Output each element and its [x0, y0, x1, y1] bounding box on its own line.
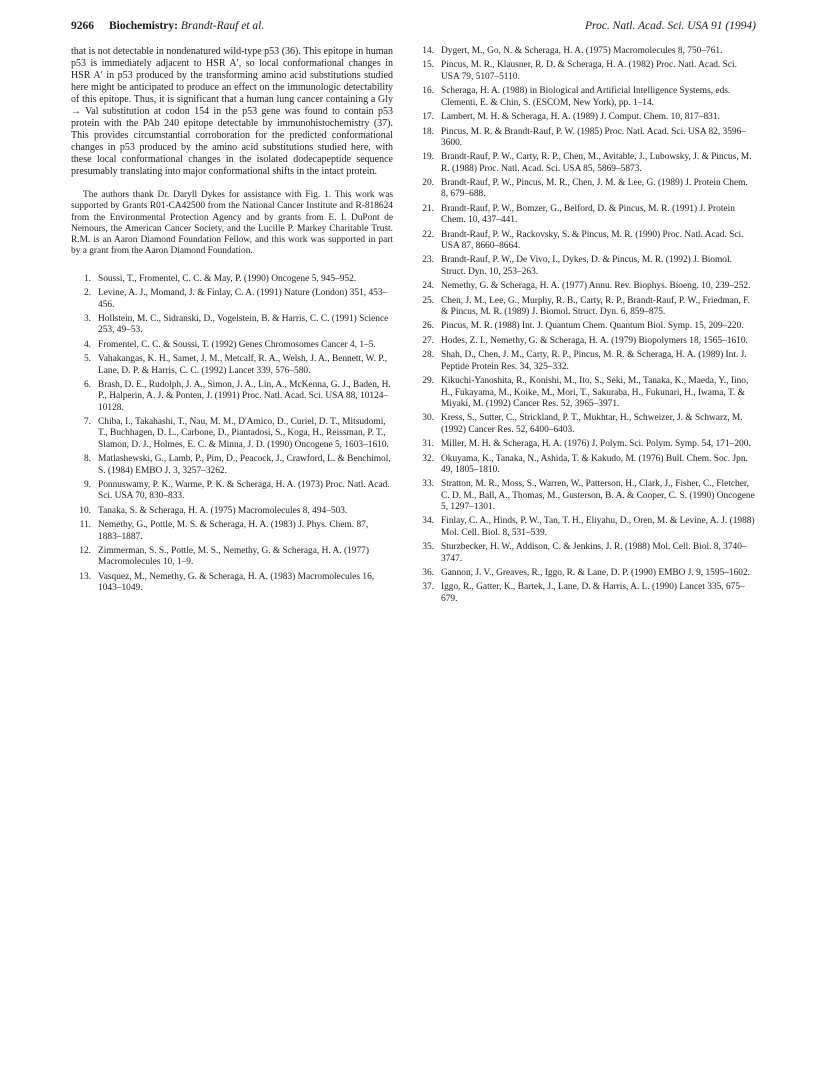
reference-text: Brandt-Rauf, P. W., Pincus, M. R., Chen, J. M. & Lee, G. (1989) J. Protein Chem. 8, 679–688.	[441, 178, 748, 200]
reference-number: 13.	[79, 571, 91, 582]
reference-number: 8.	[83, 454, 91, 465]
reference-number: 37.	[422, 582, 434, 593]
reference-item	[414, 376, 756, 410]
page-header	[71, 20, 756, 38]
reference-text: Miller, M. H. & Scheraga, H. A. (1976) J. Polym. Sci. Polym. Symp. 54, 171–200.	[441, 439, 751, 450]
reference-number: 5.	[83, 354, 91, 365]
reference-text: Okuyama, K., Tanaka, N., Ashida, T. & Kakudo, M. (1976) Bull. Chem. Soc. Jpn. 49, 1805–1810.	[441, 453, 748, 475]
reference-number: 27.	[422, 335, 434, 346]
reference-number: 4.	[83, 339, 91, 350]
reference-item	[414, 321, 756, 332]
reference-number: 17.	[422, 112, 434, 123]
reference-text: Pincus, M. R. & Brandt-Rauf, P. W. (1985) Proc. Natl. Acad. Sci. USA 82, 3596–3600.	[441, 126, 746, 148]
reference-item	[414, 281, 756, 292]
reference-number: 9.	[83, 480, 91, 491]
reference-text: Gannon, J. V., Greaves, R., Iggo, R. & Lane, D. P. (1990) EMBO J. 9, 1595–1602.	[441, 568, 751, 578]
reference-number: 18.	[422, 126, 434, 137]
reference-number: 30.	[422, 413, 434, 424]
reference-text: Lambert, M. H. & Scheraga, H. A. (1989) J. Comput. Chem. 10, 817–831.	[441, 112, 720, 123]
reference-item	[414, 178, 756, 201]
reference-text: Dygert, M., Go, N. & Scheraga, H. A. (1975) Macromolecules 8, 750–761.	[441, 46, 723, 56]
reference-item	[414, 230, 756, 253]
reference-item	[414, 516, 756, 539]
reference-text: Brash, D. E., Rudolph, J. A., Simon, J. A., Lin, A., McKenna, G. J., Baden, H. P., Halperin, A. J. & Ponten, J. (1991) Proc. Natl. Acad. Sci. USA 88, 10124–10128.	[98, 380, 391, 413]
reference-number: 24.	[422, 281, 434, 292]
reference-text: Brandt-Rauf, P. W., Bomzer, G., Belford, D. & Pincus, M. R. (1991) J. Protein Chem. 10, 437–441.	[441, 203, 735, 226]
reference-item	[414, 479, 756, 513]
reference-item	[414, 568, 756, 579]
reference-number: 23.	[422, 255, 434, 266]
reference-number: 11.	[79, 520, 91, 531]
reference-number: 36.	[422, 568, 434, 578]
reference-text: Nemethy, G. & Scheraga, H. A. (1977) Annu. Rev. Biophys. Bioeng. 10, 239–252.	[441, 281, 751, 292]
running-authors: Brandt-Rauf et al.	[180, 20, 265, 32]
reference-item	[71, 454, 393, 477]
reference-number: 32.	[422, 453, 434, 464]
reference-number: 14.	[422, 46, 434, 56]
reference-text: Iggo, R., Gatter, K., Bartek, J., Lane, D. & Harris, A. L. (1990) Lancet 335, 675–679.	[441, 582, 745, 604]
reference-item	[71, 417, 393, 451]
reference-text: Brandt-Rauf, P. W., De Vivo, I., Dykes, D. & Pincus, M. R. (1992) J. Biomol. Struct. Dyn. 10, 253–263.	[441, 255, 732, 277]
reference-item	[414, 336, 756, 347]
reference-number: 29.	[422, 376, 434, 387]
reference-text: Ponnuswamy, P. K., Warme, P. K. & Scheraga, H. A. (1973) Proc. Natl. Acad. Sci. USA 70, 830–833.	[98, 480, 390, 502]
reference-number: 33.	[422, 479, 434, 490]
reference-item	[414, 204, 756, 227]
reference-item	[414, 127, 756, 150]
reference-number: 21.	[422, 203, 434, 214]
reference-item	[71, 354, 393, 377]
reference-text: Hodes, Z. I., Nemethy, G. & Scheraga, H. A. (1979) Biopolymers 18, 1565–1610.	[441, 335, 748, 346]
reference-item	[414, 582, 756, 605]
left-column	[71, 46, 393, 598]
reference-text: Fromentel, C. C. & Soussi, T. (1992) Genes Chromosomes Cancer 4, 1–5.	[98, 339, 376, 350]
reference-item	[414, 439, 756, 450]
reference-text: Pincus, M. R., Klausner, R. D. & Scheraga, H. A. (1982) Proc. Natl. Acad. Sci. USA 79, 5107–5110.	[441, 60, 737, 82]
reference-number: 6.	[83, 380, 91, 391]
reference-item	[71, 314, 393, 337]
reference-text: Finlay, C. A., Hinds, P. W., Tan, T. H., Eliyahu, D., Oren, M. & Levine, A. J. (1988) Mol. Cell. Biol. 8, 531–539.	[441, 516, 755, 538]
reference-item	[71, 380, 393, 414]
reference-item	[414, 413, 756, 436]
reference-list-right	[414, 46, 756, 605]
reference-number: 1.	[83, 273, 91, 284]
journal-citation: Proc. Natl. Acad. Sci. USA 91 (1994)	[585, 20, 756, 32]
reference-text: Tanaka, S. & Scheraga, H. A. (1975) Macromolecules 8, 494–503.	[98, 505, 348, 516]
reference-item	[71, 546, 393, 569]
reference-text: Brandt-Rauf, P. W., Carty, R. P., Chen, M., Avitable, J., Lubowsky, J. & Pincus, M. R. (1988) Proc. Natl. Acad. Sci. USA 85, 5869–5873.	[441, 152, 752, 174]
reference-text: Vahakangas, K. H., Samet, J. M., Metcalf, R. A., Welsh, J. A., Bennett, W. P., Lane, D. P. & Harris, C. C. (1992) Lancet 339, 576–580.	[98, 354, 388, 376]
reference-number: 10.	[79, 505, 91, 516]
reference-number: 25.	[422, 295, 434, 306]
reference-text: Kress, S., Sutter, C., Strickland, P. T., Mukhtar, H., Schweizer, J. & Schwarz, M. (1992) Cancer Res. 52, 6400–6403.	[441, 413, 743, 435]
reference-text: Hollstein, M. C., Sidranski, D., Vogelstein, B. & Harris, C. C. (1991) Science 253, 49–53.	[98, 314, 389, 336]
reference-item	[414, 152, 756, 175]
reference-item	[414, 255, 756, 278]
reference-text: Shah, D., Chen, J. M., Carty, R. P., Pincus, M. R. & Scheraga, H. A. (1989) Int. J. Peptide Protein Res. 34, 325–332.	[441, 350, 747, 372]
reference-text: Vasquez, M., Nemethy, G. & Scheraga, H. A. (1983) Macromolecules 16, 1043–1049.	[98, 571, 375, 594]
reference-text: Pincus, M. R. (1988) Int. J. Quantum Chem. Quantum Biol. Symp. 15, 209–220.	[441, 321, 744, 332]
reference-number: 12.	[79, 546, 91, 557]
right-column	[414, 46, 756, 608]
reference-item	[71, 572, 393, 595]
running-title	[109, 20, 264, 32]
reference-number: 15.	[422, 60, 434, 71]
reference-text: Sturzbecker, H. W., Addison, C. & Jenkins, J. R. (1988) Mol. Cell. Biol. 8, 3740–3747.	[441, 542, 747, 564]
reference-item	[414, 296, 756, 319]
reference-text: Nemethy, G., Pottle, M. S. & Scheraga, H. A. (1983) J. Phys. Chem. 87, 1883–1887.	[98, 520, 369, 542]
reference-item	[71, 288, 393, 311]
reference-text: Brandt-Rauf, P. W., Rackovsky, S. & Pincus, M. R. (1990) Proc. Natl. Acad. Sci. USA 87, 8660–8664.	[441, 229, 744, 251]
reference-item	[71, 274, 393, 285]
reference-number: 26.	[422, 321, 434, 332]
reference-number: 7.	[83, 417, 91, 428]
reference-number: 20.	[422, 178, 434, 189]
reference-number: 35.	[422, 542, 434, 553]
reference-item	[414, 86, 756, 109]
reference-number: 31.	[422, 439, 434, 450]
reference-text: Stratton, M. R., Moss, S., Warren, W., Patterson, H., Clark, J., Fisher, C., Fletcher, C. D. M., Ball, A., Thomas, M., Gusterson, B. A. & Cooper, C. S. (1990) Oncogene 5, 1297–1301.	[441, 479, 755, 512]
reference-text: Chiba, I., Takahashi, T., Nau, M. M., D'Amico, D., Curiel, D. T., Mitsudomi, T., Buchhagen, D. L., Carbone, D., Piantadosi, S., Koga, H., Reissman, P. T., Slamon, D. J., Holmes, E. C. & Minna, J. D. (1990) Oncogene 5, 1603–1610.	[98, 417, 389, 450]
reference-number: 2.	[83, 288, 91, 299]
reference-item	[414, 542, 756, 565]
reference-text: Scheraga, H. A. (1988) in Biological and Artificial Intelligence Systems, eds. Clementi, E. & Chin, S. (ESCOM, New York), pp. 1–14.	[441, 86, 731, 108]
reference-number: 28.	[422, 350, 434, 361]
reference-item	[414, 350, 756, 373]
reference-text: Levine, A. J., Momand, J. & Finlay, C. A. (1991) Nature (London) 351, 453–456.	[98, 288, 388, 310]
acknowledgment: The authors thank Dr. Daryll Dykes for assistance with Fig. 1. This work was supported by Grants R01-CA42500 from the National Cancer Institute and R-818624 from the Environmental Protection Agency and by grants from E. I. DuPont de Nemours, the American Cancer Society, and the Lucille P. Markey Charitable Trust. R.M. is an Aaron Diamond Foundation Fellow, and this work was supported in part by a grant from the Aaron Diamond Foundation.	[71, 190, 393, 257]
reference-number: 34.	[422, 516, 434, 527]
reference-item	[414, 454, 756, 477]
reference-number: 3.	[83, 314, 91, 325]
reference-number: 22.	[422, 229, 434, 240]
reference-item	[71, 340, 393, 351]
reference-text: Kikuchi-Yanoshita, R., Konishi, M., Ito, S., Seki, M., Tanaka, K., Maeda, Y., Iino, H., Fukayama, M., Koike, M., Mori, T., Sakuraba, H., Fukunari, H., Iwama, T. & Miyaki, M. (1992) Cancer Res. 52, 3965–3971.	[441, 376, 749, 409]
page-number: 9266	[71, 20, 94, 32]
reference-item	[71, 480, 393, 503]
reference-text: Chen, J. M., Lee, G., Murphy, R. B., Carty, R. P., Brandt-Rauf, P. W., Friedman, F. & Pincus, M. R. (1989) J. Biomol. Struct. Dyn. 6, 859–875.	[441, 295, 750, 317]
reference-text: Zimmerman, S. S., Pottle, M. S., Nemethy, G. & Scheraga, H. A. (1977) Macromolecules 10, 1–9.	[98, 546, 369, 568]
reference-list-left	[71, 274, 393, 595]
journal-section: Biochemistry:	[109, 20, 178, 32]
body-paragraph: that is not detectable in nondenatured wild-type p53 (36). This epitope in human p53 is immediately adjacent to HSR A′, so local conformational changes in HSR A′ in p53 produced by the transforming amino acid substitutions studied here might be anticipated to produce an effect on the immunologic detectability of this epitope. Thus, it is significant that a human lung cancer containing a Gly → Val substitution at codon 154 in the p53 gene was found to contain p53 protein with the PAb 240 epitope detectable by immunohistochemistry (37). This provides circumstantial corroboration for the predicted conformational changes in p53 produced by the amino acid substitutions studied here, with these local conformational changes in the isolated dodecapeptide sequence presumably translating into major conformational shifts in the intact protein.	[71, 46, 393, 177]
reference-item	[71, 520, 393, 543]
reference-text: Matlashewski, G., Lamb, P., Pim, D., Peacock, J., Crawford, L. & Benchimol, S. (1984) EMBO J. 3, 3257–3262.	[98, 454, 391, 476]
reference-text: Soussi, T., Fromentel, C. C. & May, P. (1990) Oncogene 5, 945–952.	[98, 273, 357, 284]
reference-item	[414, 112, 756, 123]
reference-number: 19.	[422, 152, 434, 163]
reference-item	[414, 60, 756, 83]
reference-number: 16.	[422, 86, 434, 97]
reference-item	[71, 506, 393, 517]
reference-item	[414, 46, 756, 57]
